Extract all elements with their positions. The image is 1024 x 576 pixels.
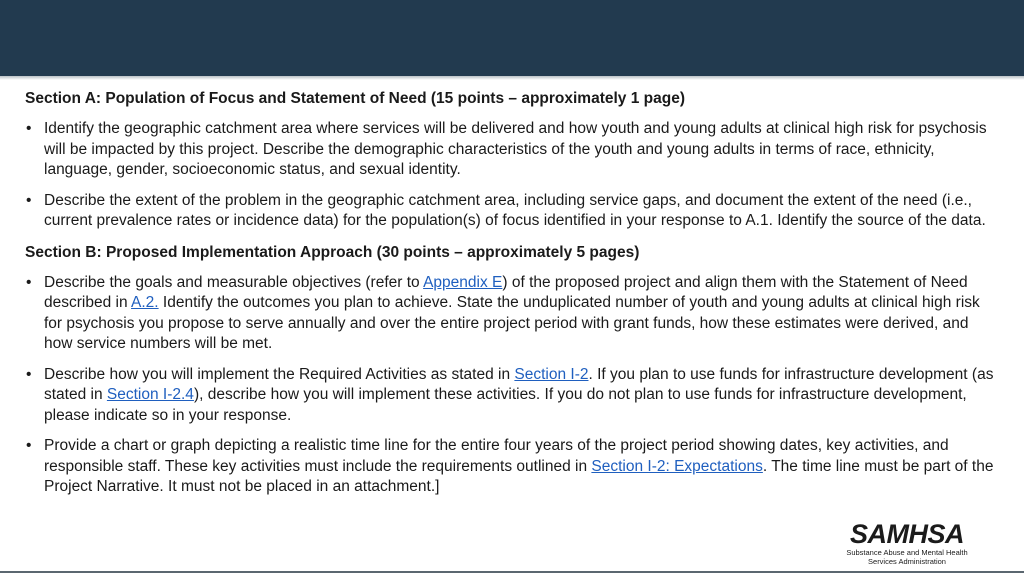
section-i2-expectations-link[interactable]: Section I-2: Expectations <box>591 457 763 475</box>
section-i2-4-link[interactable]: Section I-2.4 <box>106 386 194 403</box>
appendix-e-link[interactable]: Appendix E <box>423 273 503 291</box>
section-b-bullet-2 <box>25 365 1000 427</box>
b1-text-3: Identify the outcomes you plan to achieve. State the unduplicated number of youth and young adults at clinical high risk for psychosis you propose to serve annually and over the entire project period with grant funds, how these estimates were derived, and how service numbers will be met. <box>44 294 980 352</box>
footer-rule <box>0 571 1024 573</box>
a2-link[interactable]: A.2. <box>131 294 159 311</box>
b2-text-2: . If you plan to use funds for infrastructure development (as stated in <box>44 365 994 403</box>
section-b-bullet-3 <box>25 436 1000 498</box>
slide-content <box>25 88 1000 508</box>
b1-text-1: Describe the goals and measurable objectives (refer to <box>44 273 424 291</box>
section-a-heading: Section A: Population of Focus and Statement of Need (15 points – approximately 1 page) <box>25 90 685 107</box>
section-b-bullet-1 <box>25 273 1000 355</box>
b3-text-2: . The time line must be part of the Project Narrative. It must not be placed in an attachment.] <box>44 457 994 495</box>
section-b-heading: Section B: Proposed Implementation Approach (30 points – approximately 5 pages) <box>25 243 640 261</box>
logo-subtitle-line-2: Services Administration <box>868 557 946 566</box>
samhsa-logo <box>845 520 969 568</box>
header-shadow <box>0 76 1024 80</box>
b2-text-1: Describe how you will implement the Required Activities as stated in <box>44 365 515 383</box>
header-bar <box>0 0 1024 76</box>
section-i2-link[interactable]: Section I-2 <box>514 365 589 383</box>
section-a-bullet-2: • Describe the extent of the problem in the geographic catchment area, including service gaps, and document the extent of the need (i.e., current prevalence rates or incidence data) for the population(s) of focus identified in your response to A.1. Identify the source of the data. <box>25 191 1000 232</box>
b2-text-3: ), describe how you will implement these activities. If you do not plan to use funds for infrastructure development, please indicate so in your response. <box>44 386 967 424</box>
b1-text-2: ) of the proposed project and align them with the Statement of Need described in <box>44 273 968 311</box>
b3-text-1: Provide a chart or graph depicting a realistic time line for the entire four years of the project period showing dates, key activities, and responsible staff. These key activities must include the requirements outlined in <box>44 437 949 475</box>
section-a-bullet-1: • Identify the geographic catchment area where services will be delivered and how youth and young adults at clinical high risk for psychosis will be impacted by this project. Describe the demographic characteristics of the youth and young adults in terms of race, ethnicity, language, gender, socioeconomic status, and sexual identity. <box>25 119 1000 181</box>
logo-wordmark: SAMHSA <box>849 519 964 549</box>
logo-subtitle-line-1: Substance Abuse and Mental Health <box>846 548 968 557</box>
